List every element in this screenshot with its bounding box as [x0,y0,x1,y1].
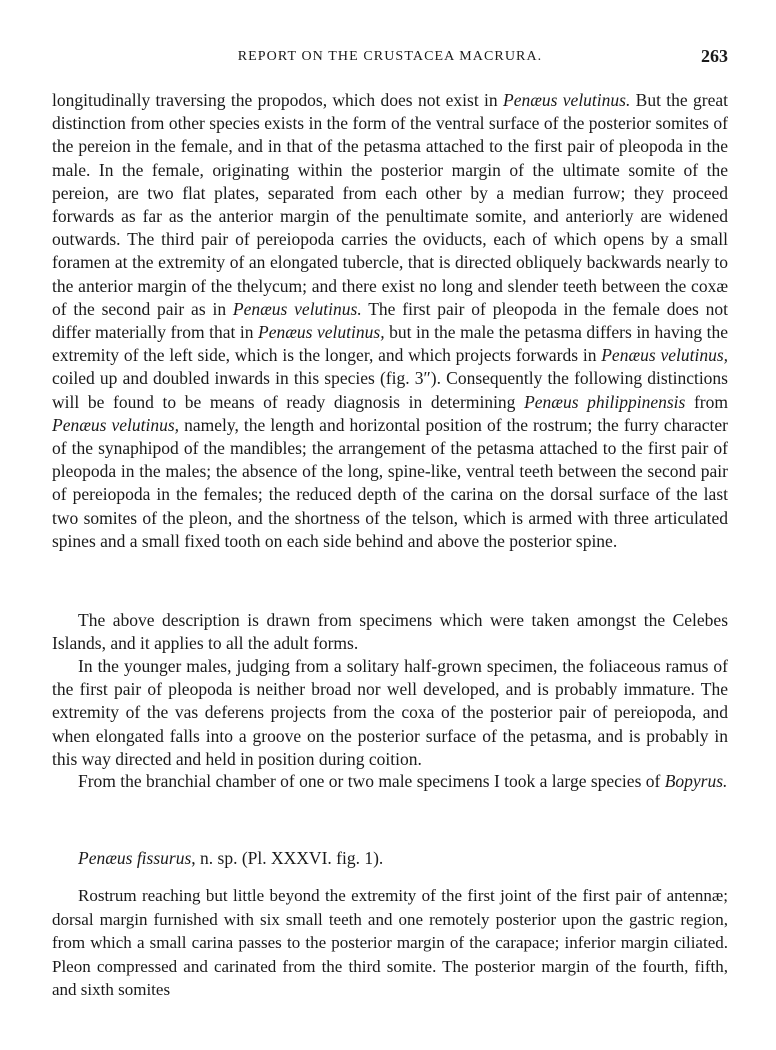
species-italic: Penæus velutinus, [601,345,729,366]
species-heading [78,848,383,869]
text-run: From the branchial chamber of one or two male specimens I took a large species of [78,771,665,791]
species-description [52,884,728,1002]
running-head [52,46,728,70]
body-paragraph-younger-males [52,655,728,771]
species-italic: Penæus philippinensis [524,391,686,412]
body-paragraph-bopyrus [52,770,728,793]
species-italic: Penæus velutinus, [52,414,180,435]
body-paragraph-main [52,89,728,553]
running-title: REPORT ON THE CRUSTACEA MACRURA. [237,49,543,64]
page-number: 263 [701,46,728,66]
species-plate-ref: , n. sp. (Pl. XXXVI. fig. 1). [191,848,384,868]
paragraph-text: In the younger males, judging from a solitary half-grown specimen, the foliaceous ramus of the first pair of pleopoda is neither broad nor well developed, and is probably immature. The extremity of the vas deferens projects from the coxa of the posterior pair of pereiopoda, and when elongated falls into a groove on the posterior surface of the petasma, and is probably in this way directed and held in position during coition. [52,656,728,769]
paragraph-text: Rostrum reaching but little beyond the extremity of the first joint of the first pair of antennæ; dorsal margin furnished with six small teeth and one remotely posterior upon the gastric region, from which a small carina passes to the posterior margin of the carapace; inferior margin ciliated. Pleon compressed and carinated from the third somite. The posterior margin of the fourth, fifth, and sixth somites [52,886,728,1000]
species-name: Penæus fissurus [78,848,192,868]
text-run: but in the male the petasma differs in having the extremity of the left side, which is the longer, and which projects forwards in [52,322,729,366]
species-italic: Penæus velutinus, [258,322,385,343]
text-run: namely, the length and horizontal position of the rostrum; the furry character of the synaphipod of the mandibles; the arrangement of the petasma attached to the first pair of pleopoda in the males; the absence of the long, spine-like, ventral teeth between the second pair of pereiopoda in the females; the reduced depth of the carina on the dorsal surface of the last two somites of the pleon, and the shortness of the telson, which is armed with three articulated spines and a small fixed tooth on each side behind and above the posterior spine. [52,414,728,551]
text-run: coiled up and doubled inwards in this species (fig. 3″). Consequently the following distinctions will be found to be means of ready diagnosis in determining [52,368,728,412]
species-italic: Penæus velutinus. [232,298,362,319]
paragraph-text: The above description is drawn from specimens which were taken amongst the Celebes Islands, and it applies to all the adult forms. [52,610,728,654]
species-italic: Penæus velutinus. [503,90,631,110]
text-run: longitudinally traversing the propodos, which does not exist in [52,90,503,110]
text-run: The first pair of pleopoda in the female does not differ materially from that in [52,298,729,343]
body-paragraph-description-source [52,609,728,655]
text-run: But the great distinction from other species exists in the form of the ventral surface of the posterior somites of the pereion in the female, and in that of the petasma attached to the first pair of pleopoda in the male. In the female, originating within the posterior margin of the ultimate somite of the pereion, are two flat plates, separated from each other by a median furrow; they proceed forwards as far as the anterior margin of the penultimate somite, and anteriorly are widened outwards. The third pair of pereiopoda carries the oviducts, each of which opens by a small foramen at the extremity of an elongated tubercle, that is directed obliquely backwards nearly to the anterior margin of the thelycum; and there exist no long and slender teeth between the coxæ of the second pair as in [52,90,729,319]
genus-italic: Bopyrus. [664,771,728,791]
text-run: from [685,391,728,412]
